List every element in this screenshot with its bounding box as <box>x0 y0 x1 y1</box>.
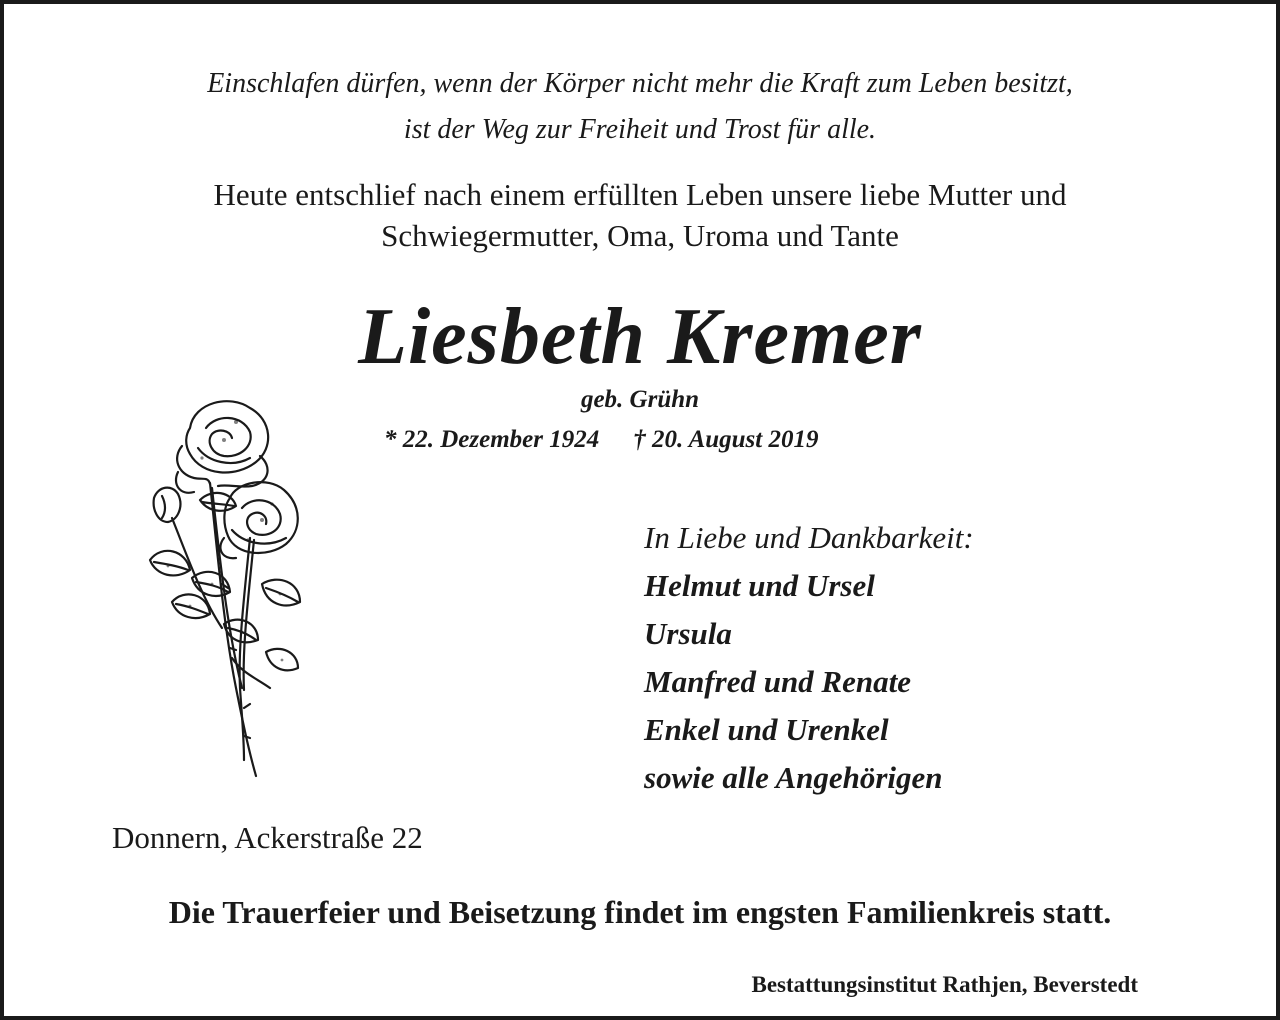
funeral-notice: Die Trauerfeier und Beisetzung findet im engsten Familienkreis statt. <box>168 894 1112 930</box>
deceased-name: Liesbeth Kremer <box>358 293 922 381</box>
mourner-item: Helmut und Ursel <box>644 568 875 603</box>
birth-date: * 22. Dezember 1924 <box>384 426 600 453</box>
death-date: † 20. August 2019 <box>633 426 819 453</box>
intro-line-1: Heute entschlief nach einem erfüllten Leben unsere liebe Mutter und <box>213 177 1067 212</box>
verse-line-2: ist der Weg zur Freiheit und Trost für alle. <box>403 114 877 145</box>
life-dates <box>384 426 904 454</box>
mourner-item: Enkel und Urenkel <box>644 712 889 747</box>
mourners <box>644 514 974 802</box>
birth-name: geb. Grühn <box>580 386 700 413</box>
rose-icon <box>132 388 312 784</box>
funeral-home: Bestattungsinstitut Rathjen, Beverstedt <box>751 972 1138 997</box>
mourners-heading: In Liebe und Dankbarkeit: <box>644 520 974 555</box>
mourner-item: Ursula <box>644 616 732 651</box>
mourner-item: Manfred und Renate <box>644 664 911 699</box>
intro-text <box>4 174 1276 256</box>
intro-line-2: Schwiegermutter, Oma, Uroma und Tante <box>381 218 899 253</box>
verse <box>4 61 1276 153</box>
mourner-item: sowie alle Angehörigen <box>644 760 943 795</box>
address: Donnern, Ackerstraße 22 <box>112 820 423 855</box>
verse-line-1: Einschlafen dürfen, wenn der Körper nicht mehr die Kraft zum Leben besitzt, <box>207 68 1073 99</box>
